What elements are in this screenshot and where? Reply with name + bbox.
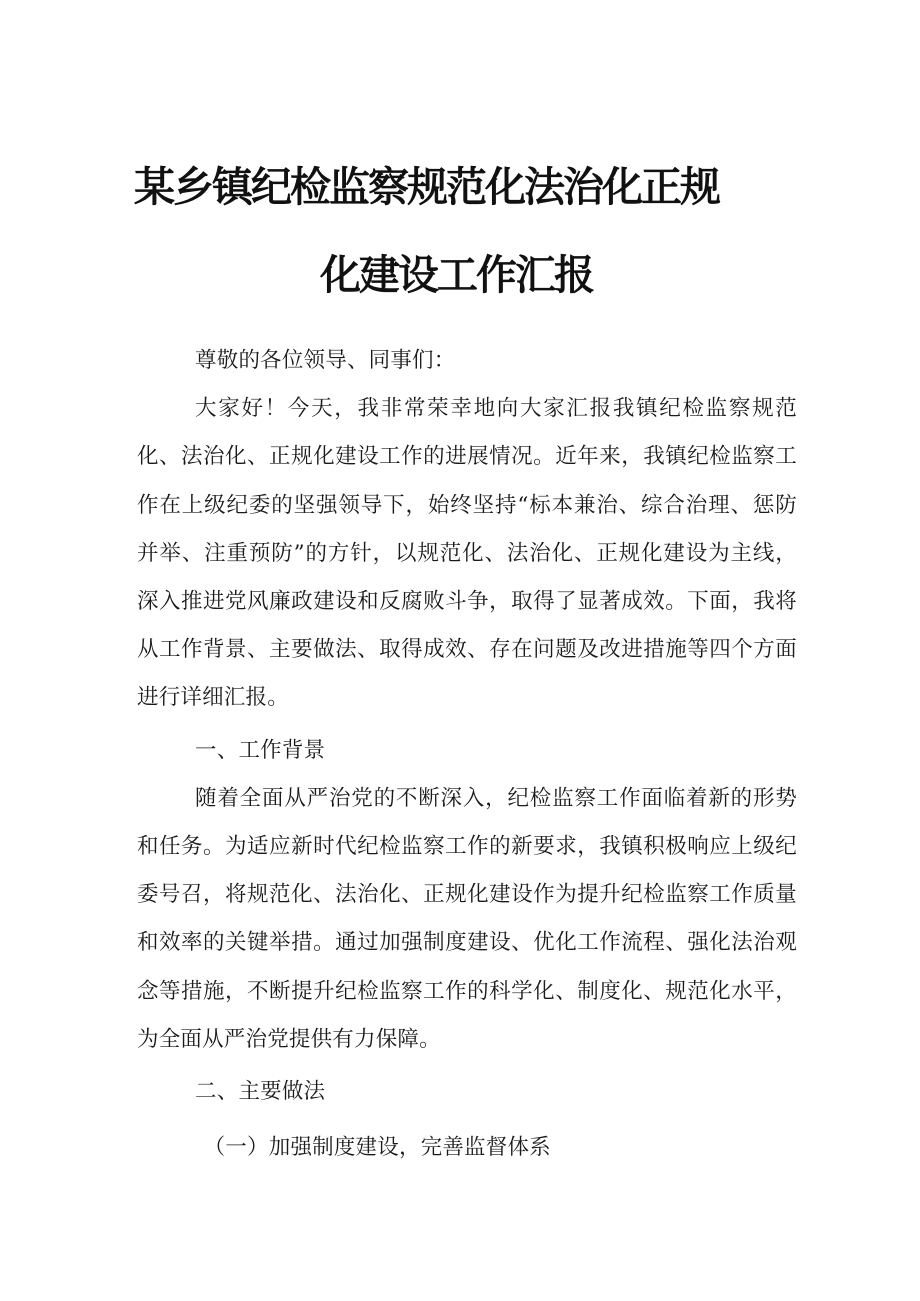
section-2-heading: 二、主要做法	[195, 1079, 326, 1105]
intro-paragraph: 大家好！今天，我非常荣幸地向大家汇报我镇纪检监察规范化、法治化、正规化建设工作的进展情况。近年来，我镇纪检监察工作在上级纪委的坚强领导下，始终坚持“标本兼治、综合治理、惩防并举、注重预防”的方针，以规范化、法治化、正规化建设为主线，深入推进党风廉政建设和反腐败斗争，取得了显著成效。下面，我将从工作背景、主要做法、取得成效、存在问题及改进措施等四个方面进行详细汇报。	[137, 396, 797, 711]
document-body	[137, 337, 797, 1172]
document-title-line-1: 某乡镇纪检监察规范化法治化正规	[134, 163, 719, 211]
subsection-1-heading: （一）加强制度建设，完善监督体系	[203, 1135, 551, 1161]
salutation: 尊敬的各位领导、同事们：	[195, 348, 456, 373]
document-title-line-2: 化建设工作汇报	[320, 251, 593, 299]
section-1-paragraph: 随着全面从严治党的不断深入，纪检监察工作面临着新的形势和任务。为适应新时代纪检监察工作的新要求，我镇积极响应上级纪委号召，将规范化、法治化、正规化建设作为提升纪检监察工作质量和效率的关键举措。通过加强制度建设、优化工作流程、强化法治观念等措施，不断提升纪检监察工作的科学化、制度化、规范化水平，为全面从严治党提供有力保障。	[137, 785, 797, 1052]
section-1-heading: 一、工作背景	[195, 737, 326, 763]
